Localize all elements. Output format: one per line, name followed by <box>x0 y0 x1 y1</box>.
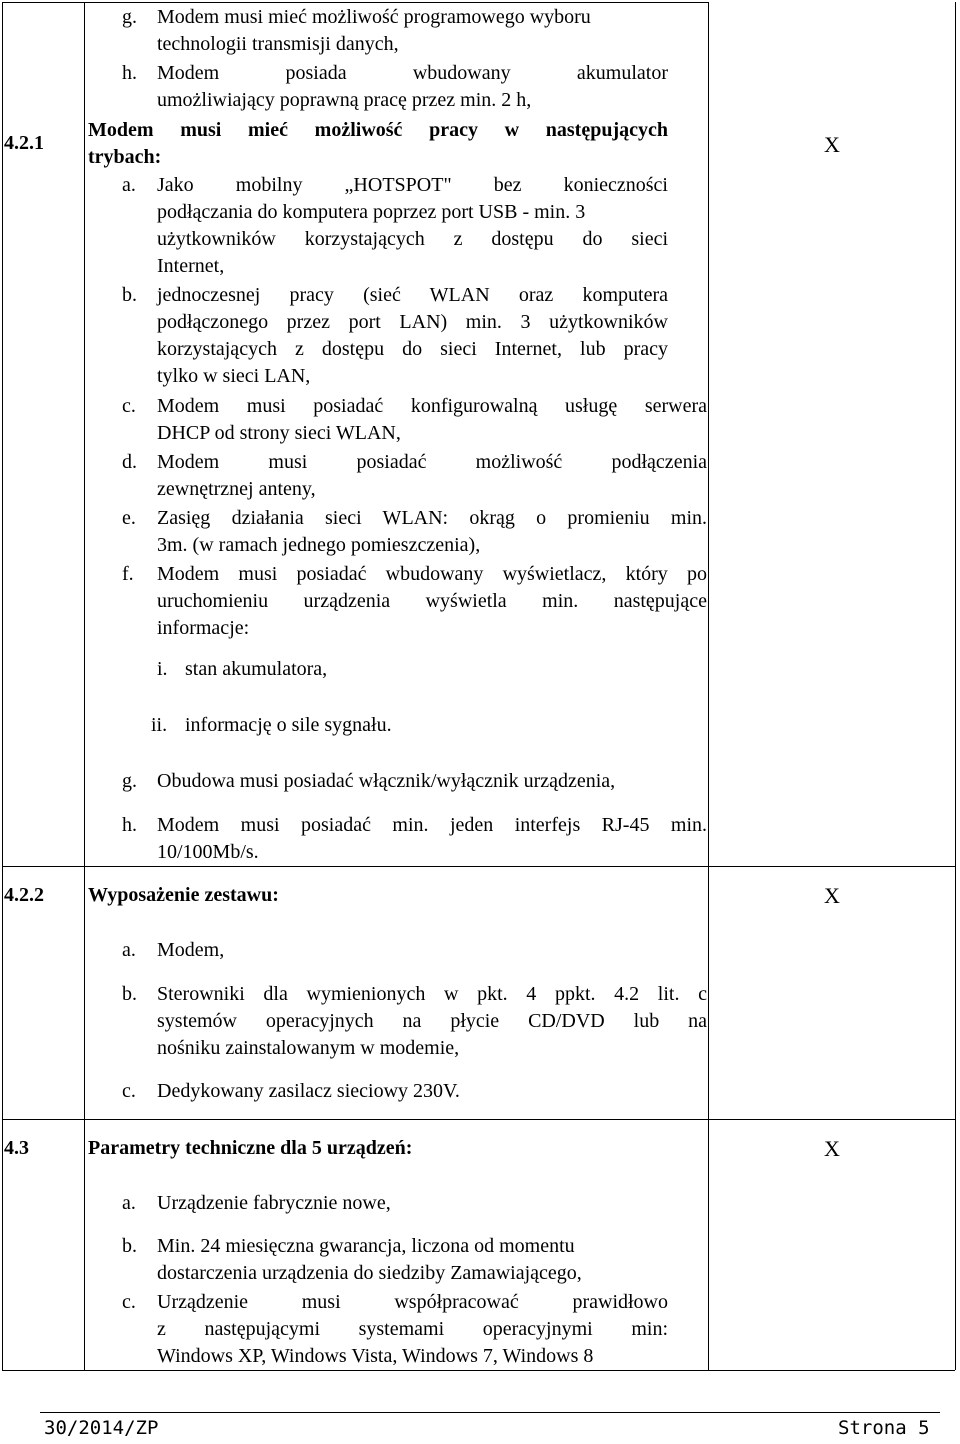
section-number: 4.3 <box>4 1137 29 1159</box>
list-item-text: z następującymi systemami operacyjnymi min: <box>157 1318 668 1340</box>
list-item-text: użytkowników korzystających z dostępu do sieci <box>157 228 668 250</box>
table-left-border <box>2 2 3 1370</box>
list-item-text: technologii transmisji danych, <box>157 33 399 55</box>
compliance-mark: X <box>824 883 840 908</box>
list-marker: i. <box>157 658 168 680</box>
list-item-text: Sterowniki dla wymienionych w pkt. 4 ppkt. 4.2 lit. c <box>157 983 707 1005</box>
list-item-text: Jako mobilny „HOTSPOT" bez konieczności <box>157 174 668 196</box>
col-divider-number <box>84 2 85 1370</box>
col-divider-mark <box>708 2 709 1370</box>
list-item-text: Dedykowany zasilacz sieciowy 230V. <box>157 1080 460 1102</box>
list-item-text: informację o sile sygnału. <box>185 714 392 736</box>
list-item-text: uruchomieniu urządzenia wyświetla min. następujące <box>157 590 707 612</box>
list-marker: ii. <box>151 714 168 736</box>
page-footer-rule <box>40 1412 940 1413</box>
section-number: 4.2.2 <box>4 884 44 906</box>
list-item-text: 3m. (w ramach jednego pomieszczenia), <box>157 534 481 556</box>
list-marker: d. <box>122 451 137 473</box>
section-number: 4.2.1 <box>4 132 44 154</box>
list-item-text: Windows XP, Windows Vista, Windows 7, Windows 8 <box>157 1345 594 1367</box>
footer-page-number: Strona 5 <box>838 1417 930 1439</box>
list-marker: h. <box>122 62 137 84</box>
table-right-border <box>955 2 956 1370</box>
row-divider-4-2-1 <box>2 866 955 867</box>
list-marker: a. <box>122 1192 136 1214</box>
list-item-text: Internet, <box>157 255 225 277</box>
list-item-text: Modem, <box>157 939 225 961</box>
list-item-text: systemów operacyjnych na płycie CD/DVD lub na <box>157 1010 707 1032</box>
list-item-text: Modem musi mieć możliwość programowego wyboru <box>157 6 591 28</box>
list-marker: g. <box>122 6 137 28</box>
list-marker: b. <box>122 284 137 306</box>
list-item-text: Modem musi posiadać min. jeden interfejs RJ-45 min. <box>157 814 707 836</box>
list-marker: c. <box>122 1291 136 1313</box>
list-item-text: Modem posiada wbudowany akumulator <box>157 62 668 84</box>
list-item-text: stan akumulatora, <box>185 658 328 680</box>
list-marker: e. <box>122 507 136 529</box>
list-item-text: informacje: <box>157 617 250 639</box>
list-item-text: podłączonego przez port LAN) min. 3 użytkowników <box>157 311 668 333</box>
list-item-text: nośniku zainstalowanym w modemie, <box>157 1037 460 1059</box>
list-marker: c. <box>122 395 136 417</box>
list-marker: g. <box>122 770 137 792</box>
list-item-text: 10/100Mb/s. <box>157 841 259 863</box>
list-marker: a. <box>122 174 136 196</box>
list-marker: h. <box>122 814 137 836</box>
row-divider-4-2-2 <box>2 1119 955 1120</box>
list-item-text: Min. 24 miesięczna gwarancja, liczona od momentu <box>157 1235 575 1257</box>
list-item-text: umożliwiający poprawną pracę przez min. 2 h, <box>157 89 532 111</box>
section-heading: trybach: <box>88 146 162 168</box>
section-heading: Modem musi mieć możliwość pracy w następujących <box>88 119 668 141</box>
list-item-text: Obudowa musi posiadać włącznik/wyłącznik urządzenia, <box>157 770 616 792</box>
list-item-text: podłączania do komputera poprzez port USB - min. 3 <box>157 201 586 223</box>
list-item-text: DHCP od strony sieci WLAN, <box>157 422 401 444</box>
list-item-text: Modem musi posiadać konfigurowalną usługę serwera <box>157 395 707 417</box>
compliance-mark: X <box>824 1136 840 1161</box>
table-bottom-border <box>2 1370 955 1371</box>
section-heading: Parametry techniczne dla 5 urządzeń: <box>88 1137 413 1159</box>
list-item-text: zewnętrznej anteny, <box>157 478 316 500</box>
list-item-text: Urządzenie musi współpracować prawidłowo <box>157 1291 668 1313</box>
footer-doc-reference: 30/2014/ZP <box>44 1417 159 1439</box>
section-heading: Wyposażenie zestawu: <box>88 884 279 906</box>
table-top-border <box>2 2 708 3</box>
list-marker: b. <box>122 983 137 1005</box>
list-item-text: Urządzenie fabrycznie nowe, <box>157 1192 391 1214</box>
list-item-text: korzystających z dostępu do sieci Internet, lub pracy <box>157 338 668 360</box>
list-marker: a. <box>122 939 136 961</box>
list-item-text: Modem musi posiadać możliwość podłączenia <box>157 451 707 473</box>
list-marker: f. <box>122 563 134 585</box>
list-item-text: Zasięg działania sieci WLAN: okrąg o promieniu min. <box>157 507 707 529</box>
list-item-text: dostarczenia urządzenia do siedziby Zamawiającego, <box>157 1262 582 1284</box>
list-item-text: jednoczesnej pracy (sieć WLAN oraz komputera <box>157 284 668 306</box>
list-item-text: Modem musi posiadać wbudowany wyświetlacz, który po <box>157 563 707 585</box>
list-marker: c. <box>122 1080 136 1102</box>
list-marker: b. <box>122 1235 137 1257</box>
list-item-text: tylko w sieci LAN, <box>157 365 311 387</box>
compliance-mark: X <box>824 132 840 157</box>
